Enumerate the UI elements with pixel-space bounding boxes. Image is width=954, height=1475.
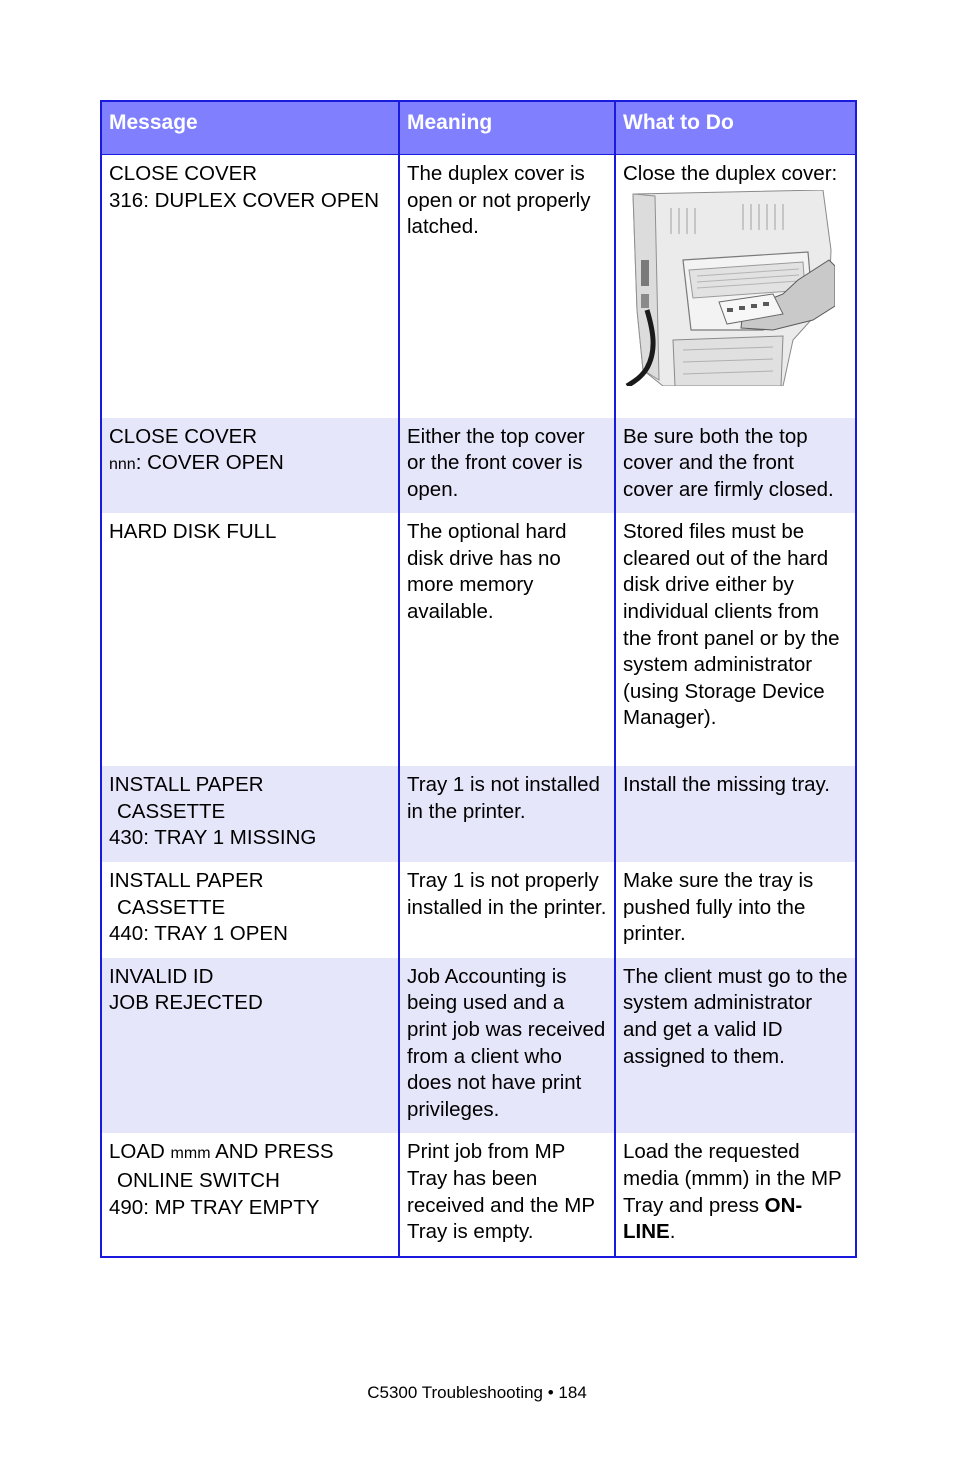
table-row (101, 418, 856, 514)
message-cell (101, 155, 399, 418)
message-variable: mmm (170, 1145, 211, 1163)
message-cell (101, 862, 399, 958)
message-line: 490: MP TRAY EMPTY (109, 1195, 320, 1219)
message-line: JOB REJECTED (109, 991, 263, 1015)
message-text: AND PRESS (210, 1140, 334, 1164)
table-row (101, 155, 856, 418)
meaning-cell: Tray 1 is not properly installed in the printer. (399, 862, 615, 958)
what-to-do-cell: Make sure the tray is pushed fully into the printer. (615, 862, 856, 958)
what-to-do-cell (615, 155, 856, 418)
meaning-cell: Job Accounting is being used and a print job was received from a client who does not have print privileges. (399, 958, 615, 1134)
page-footer: C5300 Troubleshooting • 184 (367, 1383, 587, 1402)
table-row (101, 1133, 856, 1256)
what-to-do-cell: Install the missing tray. (615, 766, 856, 862)
message-cell (101, 1133, 399, 1256)
meaning-cell: The optional hard disk drive has no more memory available. (399, 513, 615, 766)
message-line: 440: TRAY 1 OPEN (109, 922, 288, 946)
message-line: CLOSE COVER (109, 162, 258, 185)
message-line: CASSETTE (117, 895, 226, 919)
message-line: CASSETTE (117, 799, 226, 823)
message-line (109, 450, 391, 479)
troubleshooting-table (100, 100, 857, 1258)
table-row (101, 958, 856, 1134)
message-text: LOAD (109, 1140, 171, 1164)
what-to-do-cell: Be sure both the top cover and the front cover are firmly closed. (615, 418, 856, 514)
message-cell (101, 766, 399, 862)
message-line: INSTALL PAPER (109, 869, 264, 893)
table-row (101, 766, 856, 862)
header-message: Message (101, 101, 399, 155)
what-to-do-cell: The client must go to the system administrator and get a valid ID assigned to them. (615, 958, 856, 1134)
header-meaning: Meaning (399, 101, 615, 155)
message-line: INVALID ID (109, 964, 214, 988)
table-header-row (101, 101, 856, 155)
meaning-cell: Print job from MP Tray has been received and the MP Tray is empty. (399, 1133, 615, 1256)
message-cell (101, 513, 399, 766)
what-to-do-text: . (669, 1220, 676, 1244)
message-line: 316: DUPLEX COVER OPEN (109, 188, 380, 212)
message-line: INSTALL PAPER (109, 773, 264, 797)
message-line (109, 1139, 391, 1168)
message-line: ONLINE SWITCH (117, 1169, 280, 1192)
meaning-cell: Tray 1 is not installed in the printer. (399, 766, 615, 862)
online-key-label: ON-LINE (623, 1193, 803, 1244)
header-what-to-do: What to Do (615, 101, 856, 155)
table-row (101, 513, 856, 766)
message-text: : COVER OPEN (135, 451, 284, 475)
message-variable: nnn (109, 456, 136, 474)
message-line: HARD DISK FULL (109, 520, 277, 544)
what-to-do-text: Close the duplex cover: (623, 162, 838, 185)
duplex-cover-photo (623, 190, 835, 386)
what-to-do-text: Load the requested media (mmm) in the MP Tray and press (623, 1140, 842, 1217)
message-line: CLOSE COVER (109, 424, 258, 448)
table-row (101, 862, 856, 958)
message-cell (101, 958, 399, 1134)
what-to-do-cell: Stored files must be cleared out of the hard disk drive either by individual clients from the front panel or by the system administrator (using Storage Device Manager). (615, 513, 856, 766)
what-to-do-cell (615, 1133, 856, 1256)
message-line: 430: TRAY 1 MISSING (109, 826, 317, 850)
meaning-cell: Either the top cover or the front cover is open. (399, 418, 615, 514)
meaning-cell: The duplex cover is open or not properly latched. (399, 155, 615, 418)
message-cell (101, 418, 399, 514)
